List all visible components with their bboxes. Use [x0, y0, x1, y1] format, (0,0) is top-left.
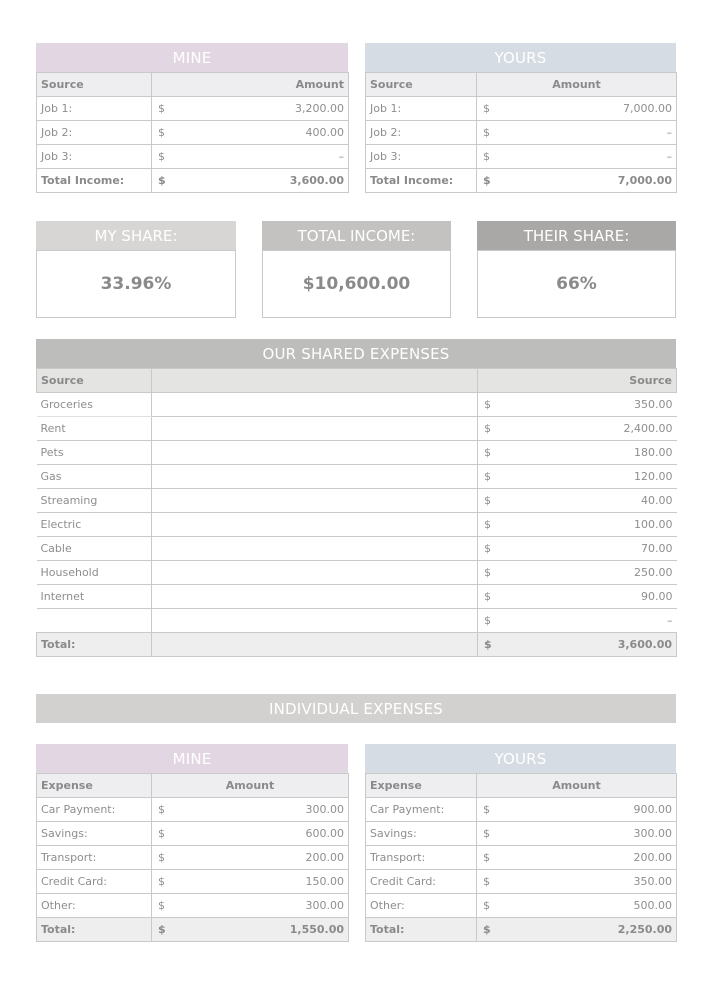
- table-row: [366, 97, 677, 121]
- table-row: [37, 489, 677, 513]
- row-label: Job 2:: [37, 121, 152, 145]
- income-mine-table: [36, 72, 349, 193]
- row-amount: 100.00: [506, 513, 677, 537]
- row-spacer: [152, 489, 478, 513]
- currency-symbol: $: [152, 145, 180, 169]
- column-header-blank: [152, 369, 478, 393]
- table-row: [37, 417, 677, 441]
- row-spacer: [152, 561, 478, 585]
- row-label: Credit Card:: [366, 870, 477, 894]
- row-label: Pets: [37, 441, 152, 465]
- row-label: Other:: [37, 894, 152, 918]
- currency-symbol: $: [478, 393, 506, 417]
- table-row: [37, 609, 677, 633]
- total-row: [366, 918, 677, 942]
- individual-yours-title: YOURS: [494, 749, 547, 768]
- my-share-header: [36, 221, 236, 250]
- table-header-row: [37, 73, 349, 97]
- table-row: [37, 441, 677, 465]
- currency-symbol: $: [152, 169, 180, 193]
- table-row: [366, 894, 677, 918]
- table-row: [37, 561, 677, 585]
- row-amount: 150.00: [180, 870, 349, 894]
- currency-symbol: $: [478, 489, 506, 513]
- individual-yours-header: [365, 744, 676, 773]
- currency-symbol: $: [152, 846, 180, 870]
- income-yours-table: [365, 72, 677, 193]
- total-label: Total:: [366, 918, 477, 942]
- currency-symbol: $: [478, 633, 506, 657]
- currency-symbol: $: [152, 918, 180, 942]
- row-amount: 200.00: [180, 846, 349, 870]
- row-spacer: [152, 609, 478, 633]
- total-income-value: $10,600.00: [302, 274, 411, 294]
- row-amount: 300.00: [505, 822, 677, 846]
- row-label: Transport:: [366, 846, 477, 870]
- shared-expenses-header: [36, 339, 676, 368]
- row-amount: 2,400.00: [506, 417, 677, 441]
- row-label: Car Payment:: [37, 798, 152, 822]
- table-header-row: [366, 774, 677, 798]
- row-label: Savings:: [37, 822, 152, 846]
- row-label: Transport:: [37, 846, 152, 870]
- row-label: Internet: [37, 585, 152, 609]
- total-amount: 7,000.00: [505, 169, 677, 193]
- total-income-label: TOTAL INCOME:: [297, 226, 416, 245]
- row-spacer: [152, 633, 478, 657]
- their-share-box: [477, 250, 676, 318]
- table-header-row: [37, 369, 677, 393]
- table-row: [37, 537, 677, 561]
- table-row: [37, 97, 349, 121]
- column-header-source: Source: [366, 73, 477, 97]
- currency-symbol: $: [477, 894, 505, 918]
- income-yours-header: [365, 43, 676, 72]
- currency-symbol: $: [477, 846, 505, 870]
- row-amount: –: [506, 609, 677, 633]
- my-share-label: MY SHARE:: [94, 226, 178, 245]
- currency-symbol: $: [152, 97, 180, 121]
- table-row: [37, 393, 677, 417]
- row-label: Other:: [366, 894, 477, 918]
- table-row: [37, 465, 677, 489]
- table-row: [366, 822, 677, 846]
- row-label: Electric: [37, 513, 152, 537]
- table-row: [366, 870, 677, 894]
- row-spacer: [152, 417, 478, 441]
- row-label: Gas: [37, 465, 152, 489]
- my-share-value: 33.96%: [100, 274, 172, 294]
- row-amount: 70.00: [506, 537, 677, 561]
- income-mine-title: MINE: [172, 48, 212, 67]
- row-label: Car Payment:: [366, 798, 477, 822]
- individual-yours-table: [365, 773, 677, 942]
- column-header-expense: Expense: [37, 774, 152, 798]
- individual-expenses-header: [36, 694, 676, 723]
- row-amount: –: [505, 121, 677, 145]
- row-label: Job 1:: [366, 97, 477, 121]
- shared-expenses-table: [36, 368, 677, 657]
- row-amount: –: [505, 145, 677, 169]
- row-amount: 300.00: [180, 798, 349, 822]
- currency-symbol: $: [477, 121, 505, 145]
- column-header-amount: Amount: [477, 73, 677, 97]
- total-row: [37, 169, 349, 193]
- row-spacer: [152, 513, 478, 537]
- table-row: [37, 846, 349, 870]
- individual-mine-header: [36, 744, 348, 773]
- their-share-header: [477, 221, 676, 250]
- currency-symbol: $: [152, 894, 180, 918]
- my-share-box: [36, 250, 236, 318]
- row-label: Job 1:: [37, 97, 152, 121]
- total-label: Total:: [37, 633, 152, 657]
- table-row: [366, 846, 677, 870]
- row-amount: 7,000.00: [505, 97, 677, 121]
- table-row: [37, 145, 349, 169]
- currency-symbol: $: [477, 870, 505, 894]
- total-row: [37, 633, 677, 657]
- total-amount: 2,250.00: [505, 918, 677, 942]
- their-share-value: 66%: [556, 274, 597, 294]
- row-label: [37, 609, 152, 633]
- currency-symbol: $: [152, 798, 180, 822]
- table-row: [37, 513, 677, 537]
- table-row: [37, 585, 677, 609]
- total-label: Total Income:: [37, 169, 152, 193]
- shared-expenses-title: OUR SHARED EXPENSES: [262, 344, 450, 363]
- currency-symbol: $: [478, 537, 506, 561]
- row-spacer: [152, 465, 478, 489]
- income-yours-title: YOURS: [494, 48, 547, 67]
- total-amount: 3,600.00: [180, 169, 349, 193]
- row-spacer: [152, 441, 478, 465]
- row-amount: 120.00: [506, 465, 677, 489]
- row-amount: 90.00: [506, 585, 677, 609]
- their-share-label: THEIR SHARE:: [523, 226, 630, 245]
- currency-symbol: $: [477, 798, 505, 822]
- column-header-amount: Amount: [152, 73, 349, 97]
- row-amount: 500.00: [505, 894, 677, 918]
- currency-symbol: $: [478, 585, 506, 609]
- table-row: [366, 121, 677, 145]
- column-header-source: Source: [37, 369, 152, 393]
- income-mine-header: [36, 43, 348, 72]
- row-spacer: [152, 585, 478, 609]
- table-row: [37, 822, 349, 846]
- table-header-row: [37, 774, 349, 798]
- total-amount: 3,600.00: [506, 633, 677, 657]
- row-label: Household: [37, 561, 152, 585]
- row-amount: 200.00: [505, 846, 677, 870]
- total-row: [366, 169, 677, 193]
- row-label: Job 2:: [366, 121, 477, 145]
- row-amount: 250.00: [506, 561, 677, 585]
- row-amount: 180.00: [506, 441, 677, 465]
- currency-symbol: $: [477, 822, 505, 846]
- row-amount: –: [180, 145, 349, 169]
- row-spacer: [152, 537, 478, 561]
- row-label: Cable: [37, 537, 152, 561]
- currency-symbol: $: [477, 97, 505, 121]
- table-header-row: [366, 73, 677, 97]
- row-amount: 350.00: [506, 393, 677, 417]
- currency-symbol: $: [477, 169, 505, 193]
- total-label: Total Income:: [366, 169, 477, 193]
- currency-symbol: $: [478, 561, 506, 585]
- currency-symbol: $: [478, 441, 506, 465]
- row-amount: 3,200.00: [180, 97, 349, 121]
- individual-mine-table: [36, 773, 349, 942]
- row-label: Streaming: [37, 489, 152, 513]
- column-header-source: Source: [37, 73, 152, 97]
- currency-symbol: $: [152, 822, 180, 846]
- table-row: [37, 894, 349, 918]
- total-row: [37, 918, 349, 942]
- individual-expenses-title: INDIVIDUAL EXPENSES: [268, 699, 444, 718]
- currency-symbol: $: [477, 918, 505, 942]
- column-header-amount: Amount: [152, 774, 349, 798]
- row-amount: 900.00: [505, 798, 677, 822]
- currency-symbol: $: [152, 870, 180, 894]
- row-amount: 400.00: [180, 121, 349, 145]
- row-label: Job 3:: [366, 145, 477, 169]
- row-amount: 300.00: [180, 894, 349, 918]
- table-row: [366, 145, 677, 169]
- row-label: Groceries: [37, 393, 152, 417]
- total-income-header: [262, 221, 451, 250]
- row-amount: 40.00: [506, 489, 677, 513]
- currency-symbol: $: [478, 609, 506, 633]
- total-income-box: [262, 250, 451, 318]
- table-row: [37, 121, 349, 145]
- currency-symbol: $: [478, 513, 506, 537]
- currency-symbol: $: [152, 121, 180, 145]
- currency-symbol: $: [478, 465, 506, 489]
- row-label: Savings:: [366, 822, 477, 846]
- row-amount: 600.00: [180, 822, 349, 846]
- total-amount: 1,550.00: [180, 918, 349, 942]
- row-label: Credit Card:: [37, 870, 152, 894]
- table-row: [366, 798, 677, 822]
- individual-mine-title: MINE: [172, 749, 212, 768]
- row-spacer: [152, 393, 478, 417]
- table-row: [37, 870, 349, 894]
- total-label: Total:: [37, 918, 152, 942]
- currency-symbol: $: [477, 145, 505, 169]
- row-label: Rent: [37, 417, 152, 441]
- row-amount: 350.00: [505, 870, 677, 894]
- currency-symbol: $: [478, 417, 506, 441]
- column-header-source-right: Source: [478, 369, 677, 393]
- row-label: Job 3:: [37, 145, 152, 169]
- table-row: [37, 798, 349, 822]
- column-header-amount: Amount: [477, 774, 677, 798]
- column-header-expense: Expense: [366, 774, 477, 798]
